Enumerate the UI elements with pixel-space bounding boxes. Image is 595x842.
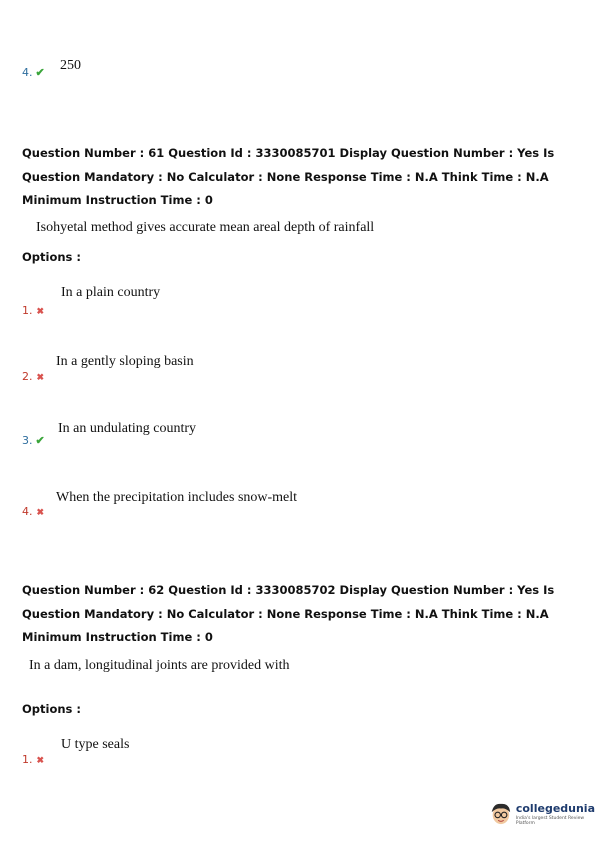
- option-number: 4.: [22, 66, 33, 79]
- options-label: Options :: [22, 250, 81, 264]
- question-61-text: Isohyetal method gives accurate mean areal depth of rainfall: [36, 220, 375, 235]
- option-text: 250: [60, 58, 81, 73]
- question-61-header: Question Number : 61 Question Id : 3330085701 Display Question Number : Yes Is Question Mandatory : No Calculator : None Response Time : N.A Think Time : N.A Minimum Instruction Time : 0: [22, 146, 555, 207]
- collegedunia-logo: [489, 800, 595, 828]
- option-number: 1.: [22, 753, 33, 766]
- cross-icon: ✖: [36, 507, 45, 517]
- option-text: U type seals: [61, 737, 130, 752]
- logo-tagline: India's largest Student Review Platform: [515, 816, 585, 826]
- check-icon: ✔: [35, 435, 45, 447]
- question-62-header: Question Number : 62 Question Id : 3330085702 Display Question Number : Yes Is Question Mandatory : No Calculator : None Response Time : N.A Think Time : N.A Minimum Instruction Time : 0: [22, 583, 555, 644]
- option-text: In a plain country: [61, 285, 161, 300]
- option-number: 4.: [22, 505, 33, 518]
- cross-icon: ✖: [36, 306, 45, 316]
- cross-icon: ✖: [36, 755, 45, 765]
- option-text: When the precipitation includes snow-melt: [56, 490, 298, 505]
- option-row: [22, 367, 44, 385]
- cross-icon: ✖: [36, 372, 45, 382]
- option-row: [22, 63, 45, 81]
- option-row: [22, 750, 44, 768]
- logo-name: collegedunia: [515, 802, 595, 815]
- check-icon: ✔: [35, 67, 45, 79]
- option-number: 2.: [22, 370, 33, 383]
- mascot-icon: [489, 800, 513, 828]
- options-label: Options :: [22, 702, 81, 716]
- question-62-text: In a dam, longitudinal joints are provided with: [29, 658, 290, 673]
- option-row: [22, 431, 45, 449]
- option-text: In an undulating country: [58, 421, 197, 436]
- option-row: [22, 301, 44, 319]
- option-number: 3.: [22, 434, 33, 447]
- option-text: In a gently sloping basin: [56, 354, 194, 369]
- option-number: 1.: [22, 304, 33, 317]
- option-row: [22, 502, 44, 520]
